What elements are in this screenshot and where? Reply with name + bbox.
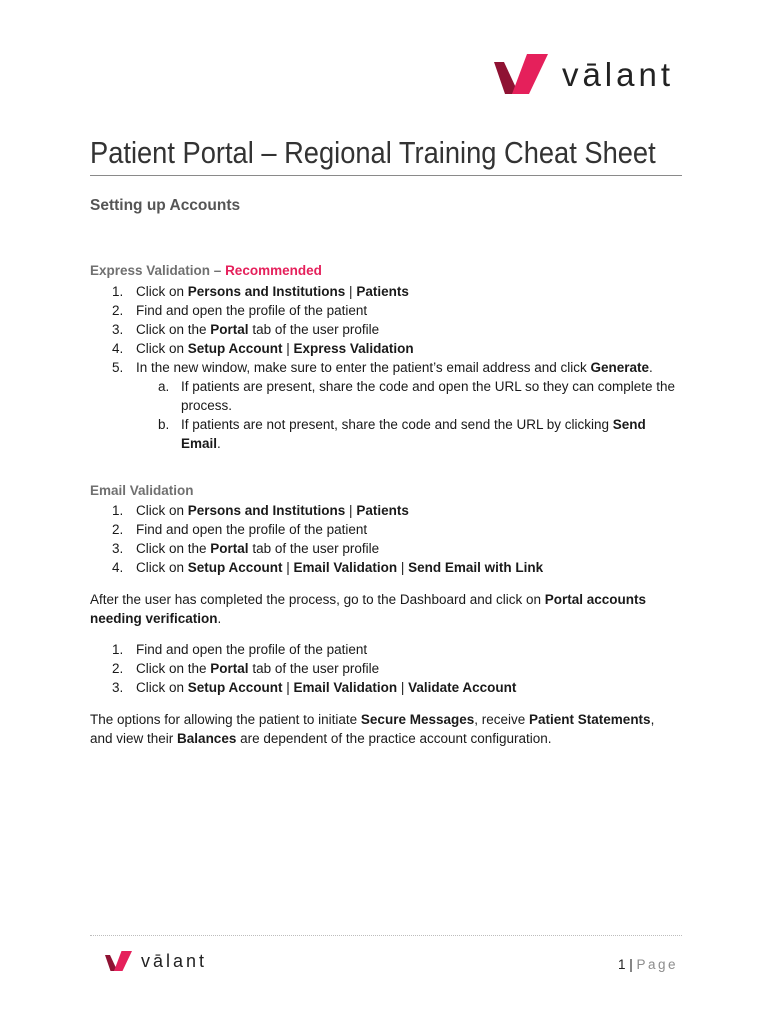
list-item: b. If patients are not present, share the code and send the URL by clicking Send Email.: [158, 417, 646, 451]
list-item: 4. Click on Setup Account | Express Validation: [112, 341, 414, 356]
page-title: Patient Portal – Regional Training Cheat Sheet: [90, 135, 656, 170]
footer-brand-name: vālant: [141, 951, 208, 971]
list-item: a. If patients are present, share the code and open the URL so they can complete the process.: [158, 379, 676, 413]
verification-steps-list: [90, 640, 680, 697]
email-validation-heading: Email Validation: [90, 483, 194, 498]
footer-divider: [90, 935, 682, 936]
section-subtitle: Setting up Accounts: [90, 197, 241, 214]
valant-mark-icon: [104, 950, 132, 972]
valant-mark-icon: [492, 52, 548, 96]
list-item: 3. Click on Setup Account | Email Validation | Validate Account: [112, 680, 517, 695]
options-paragraph: The options for allowing the patient to initiate Secure Messages, receive Patient Statements, and view their Balances are dependent of the practice account configuration.: [90, 712, 655, 746]
valant-logo: [492, 52, 674, 96]
list-item: 1. Find and open the profile of the patient: [112, 642, 368, 657]
list-item: 4. Click on Setup Account | Email Validation | Send Email with Link: [112, 560, 544, 575]
email-steps-list: [90, 501, 680, 577]
page-number: 1 | Page: [617, 957, 678, 972]
list-item: 1. Click on Persons and Institutions | Patients: [112, 284, 409, 299]
express-substeps-list: [136, 377, 680, 453]
recommended-label: Recommended: [225, 263, 322, 278]
list-item: 5. In the new window, make sure to enter the patient’s email address and click Generate. a. If patients are present, share the code and open the URL so they can complete the process. b. If patients are not present, share the code and send the URL by clicking Send Email.: [90, 358, 680, 453]
list-item: 2. Find and open the profile of the patient: [112, 522, 368, 537]
title-divider: [90, 175, 682, 176]
list-item: 1. Click on Persons and Institutions | Patients: [112, 503, 409, 518]
list-item: 3. Click on the Portal tab of the user profile: [112, 541, 380, 556]
list-item: 2. Find and open the profile of the patient: [112, 303, 368, 318]
footer-logo: [104, 950, 207, 972]
brand-name: vālant: [561, 55, 674, 93]
list-item: 3. Click on the Portal tab of the user profile: [112, 322, 380, 337]
list-item: 2. Click on the Portal tab of the user profile: [112, 661, 380, 676]
express-validation-heading: Express Validation – Recommended: [90, 263, 322, 278]
after-completion-paragraph: After the user has completed the process, go to the Dashboard and click on Portal accounts needing verification.: [90, 592, 647, 626]
express-steps-list: [90, 282, 680, 453]
